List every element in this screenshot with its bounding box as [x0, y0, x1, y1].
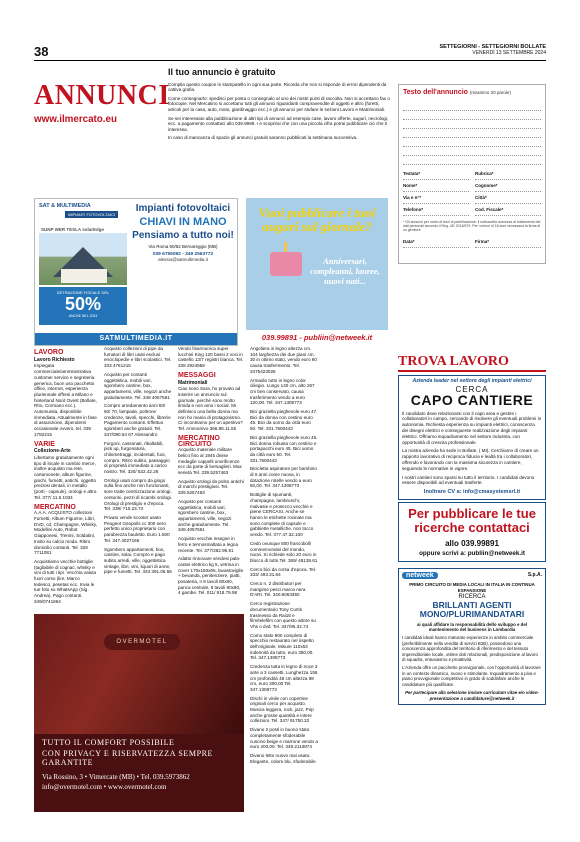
- list-item: Compro arredamento anni 50/ 60/ 70, lampade, poltrone credenze, tavoli, specchi, librerie Pagamento contanti. Effettuo sgomberi anche gratuiti. Tel. 347/090.54 67 Alessandro: [104, 403, 171, 437]
- header-rule: [34, 60, 546, 61]
- job-company: Azienda leader nel settore degli impianti elettrici: [412, 378, 532, 384]
- list-item: Ciao sono Sara, ho provato ad inserire un annuncio sul giornale, perché sono molto timida e non amo i social. Mi definisco una bella donna ma non ho mania di protagonismo. Ci incontriamo per un aperitivo? Tel. Ammorevo 366.88.11.55: [178, 386, 243, 432]
- job-description-1: Il candidato deve relazionarsi con il capo area e gestire i collaboratori in campo, cercando di risolvere gli eventuali problemi in autonomia. Richiesta esperienza su impianti elettrici, conoscenza dei disegni elettrici e conseguente realizzazione degli impianti elettrici. Offriamo inquadramento nel settore industria, con opportunità di crescita professionale.: [402, 410, 542, 445]
- subsection-lavoro-richiesto: Lavoro Richiesto: [34, 356, 75, 363]
- sat-copy: [131, 203, 235, 262]
- sat-email[interactable]: alessio@satmultimedia.it: [158, 256, 208, 262]
- field-firma[interactable]: Firma*: [475, 239, 541, 248]
- classifieds-col-3: [178, 346, 244, 599]
- coupon-form: [398, 84, 546, 264]
- subsection-matrimoniali: Matrimoniali: [178, 379, 208, 386]
- field-testata[interactable]: Testata*: [403, 171, 469, 180]
- list-item: Divano letto nuovo mai usato. Elegante, colore blu, sfoderabile: [250, 753, 316, 764]
- coupon-title-note: (massimo 20 parole): [469, 90, 511, 95]
- overmotel-line1: TUTTO IL COMFORT POSSIBILE: [42, 738, 175, 747]
- field-telefono[interactable]: Telefono*: [403, 207, 469, 216]
- sat-line3: Pensiamo a tutto noi!: [132, 230, 234, 241]
- publication-date: VENERDÌ 13 SETTEMBRE 2024: [472, 50, 546, 56]
- classifieds-col-4: [250, 346, 318, 767]
- field-data[interactable]: Data*: [403, 239, 469, 248]
- list-item: Privato vende scooter usato Peugeot Geopolis cc 300 nero perfetto unico proprietario con parabrezza bauletto. Euro 1.500 Tel. 347.4027166: [104, 514, 170, 543]
- sat-line1: Impianti fotovoltaici: [135, 203, 231, 214]
- sat-tel[interactable]: 039 6755092 - 349 2563772: [152, 251, 214, 257]
- sat-line2: CHIAVI IN MANO: [139, 216, 227, 228]
- coupon-fields: [403, 171, 541, 216]
- classifieds-col-2: [104, 346, 172, 578]
- publish-contact-box: [398, 502, 546, 562]
- job-ad: [398, 375, 546, 500]
- sat-multimedia-ad[interactable]: [34, 198, 238, 346]
- sat-brand: SAT & MULTIMEDIA: [39, 203, 91, 209]
- netweek-sub: ai quali affidare la responsabilità dello sviluppo e del mantenimento del business in Lombardia: [416, 621, 528, 633]
- intro-p2: Come consegnarlo: spedisci per posta o consegnalo al uno dei nostri punti di raccolta. Non si accettano fax o fotocopie. Nel Mercatino si accettano tutti gli annunci riguardanti compravendite di oggetti e altro (furetti, articoli per la casa, auto, moto, giardinaggio ecc.) e gli annunci per stufare le sezioni Lavoro e Matrimoniali.: [168, 95, 390, 112]
- list-item: Bicicletta aspiratore per bambino di 6 anni come nuova, in dotazione rotelle vendo a euro 50,00. Tel. 347.1308773: [250, 466, 317, 489]
- section-mercatino: MERCATINO: [34, 503, 76, 511]
- field-citta[interactable]: Città*: [475, 195, 541, 204]
- intro-section: [168, 67, 390, 144]
- cupcake-icon: [270, 252, 302, 276]
- publication-name: SETTEGIORNI - SETTEGIORNI BOLLATE: [439, 44, 546, 50]
- annunci-url[interactable]: www.ilmercato.eu: [34, 114, 117, 125]
- list-item: Cerco registrazione documentario Tony Curtis trasmesso da Rai15 e film/telefilm con questo attore su Vhs o dvd. Tel. 347/95.32.74: [250, 601, 316, 629]
- netweek-offer: L'Azienda offre un pacchetto provvigionale, con l'opportunità di lavorare in un contesto dinamico, nuovo e stimolante. Inquadramento a piva e piano provvigionale competitivo in grado di soddisfare anche le candidature più qualificate.: [402, 665, 541, 687]
- intro-p1: Compila questo coupon in stampatello in ogni sua parte. Ricorda che non si risponde di errori dipendenti da cattiva grafia.: [168, 81, 387, 93]
- netweek-header: [402, 572, 542, 579]
- page-header: [0, 0, 580, 68]
- list-item: Sgombero appartamenti, box, cantine, solai. Compro e pago subito arredi, ville, oggettistica vintage, libri, vini, liquori di anne, pipe e fumetti. Tel. 334 391.06.56: [104, 546, 172, 575]
- house-wall: [61, 269, 107, 283]
- publication-info: [439, 44, 546, 56]
- trova-lavoro-section: [398, 354, 546, 500]
- publish-tel[interactable]: allo 039.99891: [445, 539, 499, 548]
- auguri-ad[interactable]: [246, 198, 388, 346]
- list-item: Credenza tutta in legno di noce 3 ante a 3 cassetti. Lunghezza 156 cm profondità 48 cm altezza 98 cm, euro 300,00 Tel. 347.1308773: [250, 664, 318, 692]
- list-item: Como stato 900 completo di specchio restaurato nel rispetto dell'originale. Misure 110x53 indennità da tutto, euro 350,00. Tel. 347.1308773: [250, 632, 314, 661]
- field-nome[interactable]: Nome*: [403, 183, 469, 192]
- intro-p4: In caso di mancanza di spazio gli annunci gratuiti saranno pubblicati la settimana successiva.: [168, 135, 358, 141]
- sat-website[interactable]: SATMULTIMEDIA.IT: [35, 333, 237, 345]
- list-item: Dischi in vinile con copertine originali cerco per acquisto. Musica leggera, rock, jazz, Pop anche grosse quantità e intere collezioni. Tel. 347/ 91750.32: [250, 695, 314, 724]
- list-item: Bici graziella pieghevole euro 45. Bici donna robusta con cestino e portapacchi euro 45. Bici uomo da città euro 50. Tel. 331.7600443: [250, 434, 318, 463]
- list-item: Angoliera in legno altezza cm. 104 larghezza dei due piani cm. 30 in ottimo stato, vendo euro 60 causa trasferimento. Tel. 3475423026: [250, 346, 317, 374]
- list-item: Cerco n. 2 distributori per mangime pesci marca nera D'ARI. Tel. 340.8063350: [250, 581, 306, 598]
- list-item: Bici graziella pieghevole euro 47. Bici da donna con cestino euro 45. Bici da uomo da città euro 50. Tel. 331.7600443: [250, 409, 318, 432]
- list-item: Acquisto per contanti oggettistica, mobili vari, sgombero cantine, box, appartamenti, ville, negozi anche gratuitamente. Tel. 348.4057561: [178, 498, 232, 533]
- sat-brand-sub: IMPIANTI FOTOVOLTAICI: [65, 211, 118, 218]
- list-item: Acquisto orologi da polso antichi di marchi prestigiosi. Tel. 339.5257463: [178, 478, 244, 496]
- annunci-title: ANNUNCI: [34, 80, 170, 111]
- list-item: A.A.A. ACQUISTO collezioni Fumetti, Album Figurine, Libri, DVD, cd, Champagne, Whisky, Modellini Auto, Robot Giapponesi, Trenini, Soldatini, Invito su calcio moda. Ritiro domicilio contanti. Tel. 328 7711081: [34, 510, 97, 556]
- sat-partner-brands: SUNP WER TESLA solarEdge: [41, 227, 105, 232]
- auguri-headline: Vuoi pubblicare i tuoi auguri sul giornale?: [258, 205, 376, 234]
- netweek-ricerca: RICERCA: [458, 594, 486, 601]
- overmotel-line2: CON PRIVACY E RISERVATEZZA SEMPRE GARANTITE: [42, 749, 214, 767]
- publish-mail[interactable]: oppure scrivi a: publiin@netweek.it: [419, 550, 525, 557]
- netweek-tagline: PRIMO CIRCUITO DI MEDIA LOCALI IN ITALIA IN CONTINUA ESPANSIONE: [409, 582, 535, 593]
- list-item: Armadio tutto in legno color ciliegio. Lungo 140 cm, alto 267 cm ben conservato, causa trasferimento vendo a euro 120,00. Tel. 347.1308773: [250, 377, 315, 406]
- list-item: Libertamo gratuitamente ogni tipo di locale in cambio merce, inoltre acquisto ma rete, cartamonete, album figurine, giochi, fumetti, antichi, oggetto preziosi dentali, in metallo (porti - capsule), orologi e altro. Tel. 377/ 11.5.1034: [34, 454, 98, 500]
- netweek-logo: netweek: [402, 572, 438, 579]
- job-cerca: CERCA: [455, 384, 489, 394]
- job-description-2: La nostra azienda ha sede in Bollate, ( MI). Cerchiamo di creare un rapporto lavorativo di reciproca fiducia e lealtà tra i collaboratori, offrendo e lavorando con la massima sicurezza in cantiere, seguendo le normative in vigore.: [402, 448, 539, 471]
- auguri-sub: Anniversari, compleanni, lauree, nuovi nati...: [310, 256, 380, 286]
- list-item: Bottiglie di spumanti, champagne, lambruschi, malvasie e prosecco vecchie e piene CERCASI. Anche se hanno le etichette rovinate ma sono complete di capsule e gabbiette metalliche, non tocco vendo. Tel. 377.47.32.100: [250, 492, 314, 538]
- hotel-room-image: [34, 614, 244, 734]
- list-item: Acquisto per contanti oggettistica, mobili vari, sgombero cantine, box, appartamenti, ville, negozi anche gratuitamente. Tel. 348 4057561: [104, 371, 172, 400]
- page-number: 38: [34, 44, 49, 59]
- list-item: Acquisto vecchie insegne in ferro e termosmaltata a legna recente. Tel. 377/382.95.91: [178, 536, 239, 553]
- list-item: Acquistiamo vecchie bottiglie (tagliabile di cognac, whisky e vini di tutti i tipi. Vecchia valuta fuori corso (lire, Marco tedesco, pesetas ecc. Invia le tue foto su WhatsApp (Sig. Andrea). Pago contanti. 349/0741864: [34, 558, 97, 604]
- section-mercatino-circuito: MERCATINO CIRCUITO: [178, 434, 220, 448]
- coupon-note: * Gli annunci per conto di terzi di pubblicazione: il sottoscritto autorizza al trattamento dei dati personali secondo il Reg. UE 2016/679. Per i minori di 18 anni necessaria la firma di un genitore.: [403, 220, 541, 233]
- netweek-ad: [398, 568, 546, 705]
- netweek-cv-contact[interactable]: Per partecipare alla selezione inviare curriculum vitae e/o video-presentazione a candidature@netweek.it: [405, 690, 539, 701]
- section-varie: VARIE: [34, 440, 55, 448]
- list-item: Acquisto collezioni di pipe da fumatori di libri usati esclusi enciclopedie e libri scolastici. Tel. 333 4761215: [104, 346, 172, 369]
- list-item: Divano 2 posti in buono stato completamente sfoderabile cuscino beige e marrone vendo a euro 200,00. Tel. 349.2113874: [250, 727, 318, 750]
- sat-promo-badge: DETRAZIONE FISCALE DEL 50% ANCHE NEL 2024: [39, 287, 127, 325]
- netweek-requirements: I candidati ideali hanno maturato esperienze in ambito commerciale (preferibilmente nella vendita di servizi B2B), possiedono una conoscenza approfondita del territorio di riferimento e del tessuto imprenditoriale locale, ottime doti relazionali, predisposizione al lavoro di squadra, entusiasmo e proattività.: [402, 635, 538, 663]
- coupon-sign: [403, 239, 541, 248]
- field-cod-fiscale[interactable]: Cod. Fiscale*: [475, 207, 541, 216]
- coupon-text-lines[interactable]: [403, 102, 541, 165]
- overmotel-address: Via Rossino, 3 • Vimercate (MB) • Tel. 039.5973862: [42, 773, 190, 781]
- classifieds-col-1: [34, 346, 98, 608]
- intro-p3: Se sei interessato alla pubblicazione di altri tipi di annunci ad esempio case, lavoro offerte, auguri, necrologi, ecc. a pagamento contattaci allo 039.9989. I e scoprirai che con una piccola cifra potrai pubblicare ciò che ti interessa.: [168, 115, 389, 132]
- netweek-role: BRILLANTI AGENTI MONO/PLURIMANDATARI: [419, 599, 525, 620]
- overmotel-copy: [42, 738, 238, 791]
- auguri-contact[interactable]: 039.99891 - publiin@netweek.it: [246, 330, 388, 346]
- list-item: Cerco bici da corsa d'epoca. Tel. 333/ 493.31.84: [250, 566, 317, 578]
- list-item: Orologi usati compro da giogo sulla fino anche non funzionanti, sore tratte centrizzazione orologi, centurini, pezzi di ricambi orologi. Orologi di prestigio e d'epoca. Tel. 339/ 710.23.73: [104, 477, 172, 512]
- job-role: CAPO CANTIERE: [410, 391, 534, 408]
- coupon-title: Testo dell'annuncio (massimo 20 parole): [403, 89, 511, 96]
- netweek-spa: S.p.A.: [527, 572, 542, 578]
- overmotel-logo: OVERMOTEL: [104, 634, 180, 650]
- list-item: Acquisto materiale militare belico fino al 1945 divise medaglie cappelli onorificenze ecc da parte di bersaglieri. Max serietà Tel. 339.5257463: [178, 447, 242, 476]
- sat-address: Via Roma 60/62 Bernareggio (MB): [148, 244, 218, 249]
- section-messaggi: MESSAGGI: [178, 371, 216, 379]
- candle-icon: [284, 242, 287, 252]
- intro-title: Il tuo annuncio è gratuito: [168, 67, 276, 77]
- publish-headline: Per pubblicare le tue ricerche contattaci: [408, 506, 536, 535]
- list-item: Adatto rinnovare vendesi pala-cantei elettrico kg 5, vetrina in cover 170x160x65, lavastoviglie + bevanda, penitenziere, piatti, posateria, n 8 tavoli 80x80, panca centrale, 8 tavoli 80x80, 4 gambe. Tel. 011/ 918.79.98: [178, 556, 244, 596]
- list-item: Vendo fisarmonica super lucchini King 120 bassi 2 voci in castello 13/7 registri bianca. Tel. 338 2924958: [178, 346, 244, 369]
- list-item: Furgoni, cassonati, ribaltabili, pick up, furgonatura, chilometraggi, incidentati, fuoi, compro. Ritiro subito, passaggio di proprietà immediato a carico nostro. Tel. 320/ 532.42.26: [104, 440, 170, 475]
- subsection-collezione: Collezione-Arte: [34, 448, 71, 455]
- overmotel-contacts[interactable]: info@overmotel.com • www.overmotel.com: [42, 783, 167, 791]
- field-rubrica[interactable]: Rubrica*: [475, 171, 541, 180]
- list-item: Impiegata commerciale/amministrativa customer service e segreteria generica, buon uso pacchetto office, internet, esperienza pluriennale offresi a Milano e hinterland Nord Ovest (Bollate, Rho, Cormano ecc.). Automunita, disponibile immediata. Attualmente in fase di assunzione, dipendenti occasionale ovvero, tel. 339 1782215: [34, 363, 97, 437]
- overmotel-ad[interactable]: [34, 614, 244, 812]
- job-description-3: I nostri cantieri sono sparsi su tutto il territorio. I candidati devono essere disponibili ad eventuali trasferte.: [402, 474, 535, 486]
- field-cognome[interactable]: Cognome*: [475, 183, 541, 192]
- annunci-masthead: [34, 80, 170, 134]
- house-image: [39, 233, 127, 285]
- trova-lavoro-title: TROVA LAVORO: [398, 354, 546, 372]
- field-via[interactable]: Via e n°*: [403, 195, 469, 204]
- job-cv-contact[interactable]: Inoltrare CV a: info@cmasystemsrl.it: [423, 489, 521, 496]
- list-item: Cedo ovunque 800 francobolli commemorativi del mondo, nuovi. Si richiede solo 20 euro in blocco di tutto Tel. 369/ 48139.61: [250, 540, 318, 563]
- section-lavoro: LAVORO: [34, 349, 64, 356]
